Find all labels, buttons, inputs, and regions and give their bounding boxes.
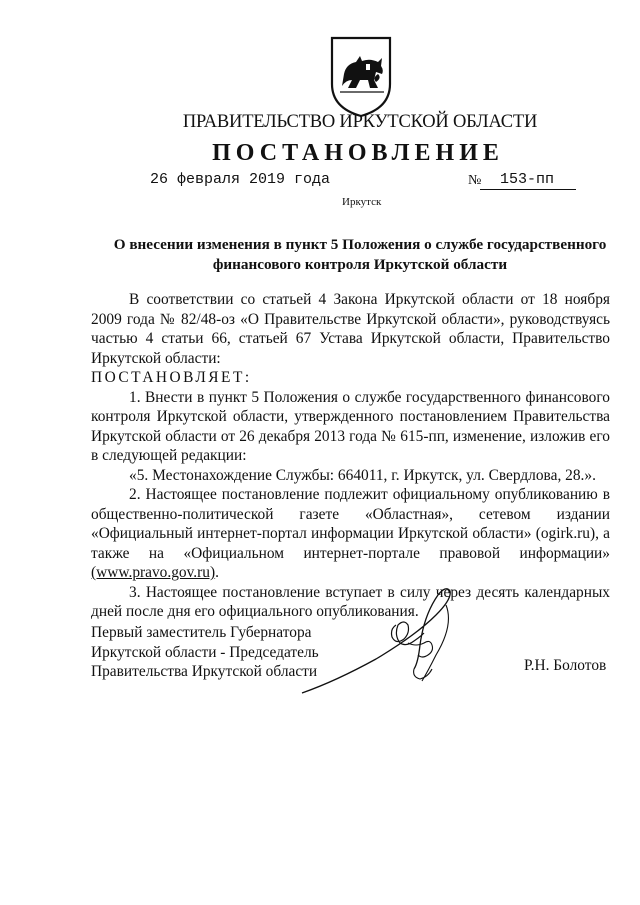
handwritten-signature-icon	[296, 585, 476, 700]
document-heading	[80, 235, 640, 275]
signatory-position	[91, 623, 319, 682]
item-3-paragraph: 3. Настоящее постановление вступает в силу через десять календарных дней после дня его официального опубликования.	[91, 583, 610, 620]
number-sign: №	[468, 173, 482, 188]
coat-of-arms-icon	[326, 34, 396, 118]
signatory-name: Р.Н. Болотов	[524, 657, 607, 674]
government-name: ПРАВИТЕЛЬСТВО ИРКУТСКОЙ ОБЛАСТИ	[182, 112, 538, 132]
decrees-label: ПОСТАНОВЛЯЕТ:	[91, 369, 252, 386]
document-date: 26 февраля 2019 года	[150, 171, 331, 188]
heading-line-1: О внесении изменения в пункт 5 Положения о службе государственного	[113, 236, 607, 253]
position-line-1: Первый заместитель Губернатора	[91, 624, 312, 641]
document-type-title: ПОСТАНОВЛЕНИЕ	[212, 140, 504, 166]
city-label: Иркутск	[342, 196, 382, 208]
position-line-2: Иркутской области - Председатель	[91, 643, 319, 661]
item-1-quote: «5. Местонахождение Службы: 664011, г. Иркутск, ул. Свердлова, 28.».	[129, 466, 596, 484]
item-2-text: 2. Настоящее постановление подлежит официальному опубликованию в общественно-политической газете «Областная», сетевом издании «Официальный интернет-портал информации Иркутской области» (ogirk.ru), а также на «Официальном интернет-портале правовой информации»	[91, 486, 610, 562]
item-2-end: .	[215, 564, 219, 581]
document-body	[91, 290, 610, 622]
heading-line-2: финансового контроля Иркутской области	[212, 256, 508, 273]
document-number: 153-пп	[480, 171, 576, 190]
intro-paragraph: В соответствии со статьей 4 Закона Иркутской области от 18 ноября 2009 года № 82/48-оз «О Правительстве Иркутской области», руководствуясь частью 4 статьи 66, статьей 67 Устава Иркутской области, Правительство Иркутской области:	[91, 291, 610, 367]
pravo-gov-link[interactable]: (www.pravo.gov.ru)	[91, 564, 216, 581]
item-2-paragraph	[91, 485, 610, 583]
position-line-3: Правительства Иркутской области	[91, 663, 318, 680]
item-1-paragraph: 1. Внести в пункт 5 Положения о службе государственного финансового контроля Иркутской области, утвержденного постановлением Правительства Иркутской области от 26 декабря 2013 года № 615-пп, изменение, изложив его в следующей редакции:	[91, 388, 610, 464]
